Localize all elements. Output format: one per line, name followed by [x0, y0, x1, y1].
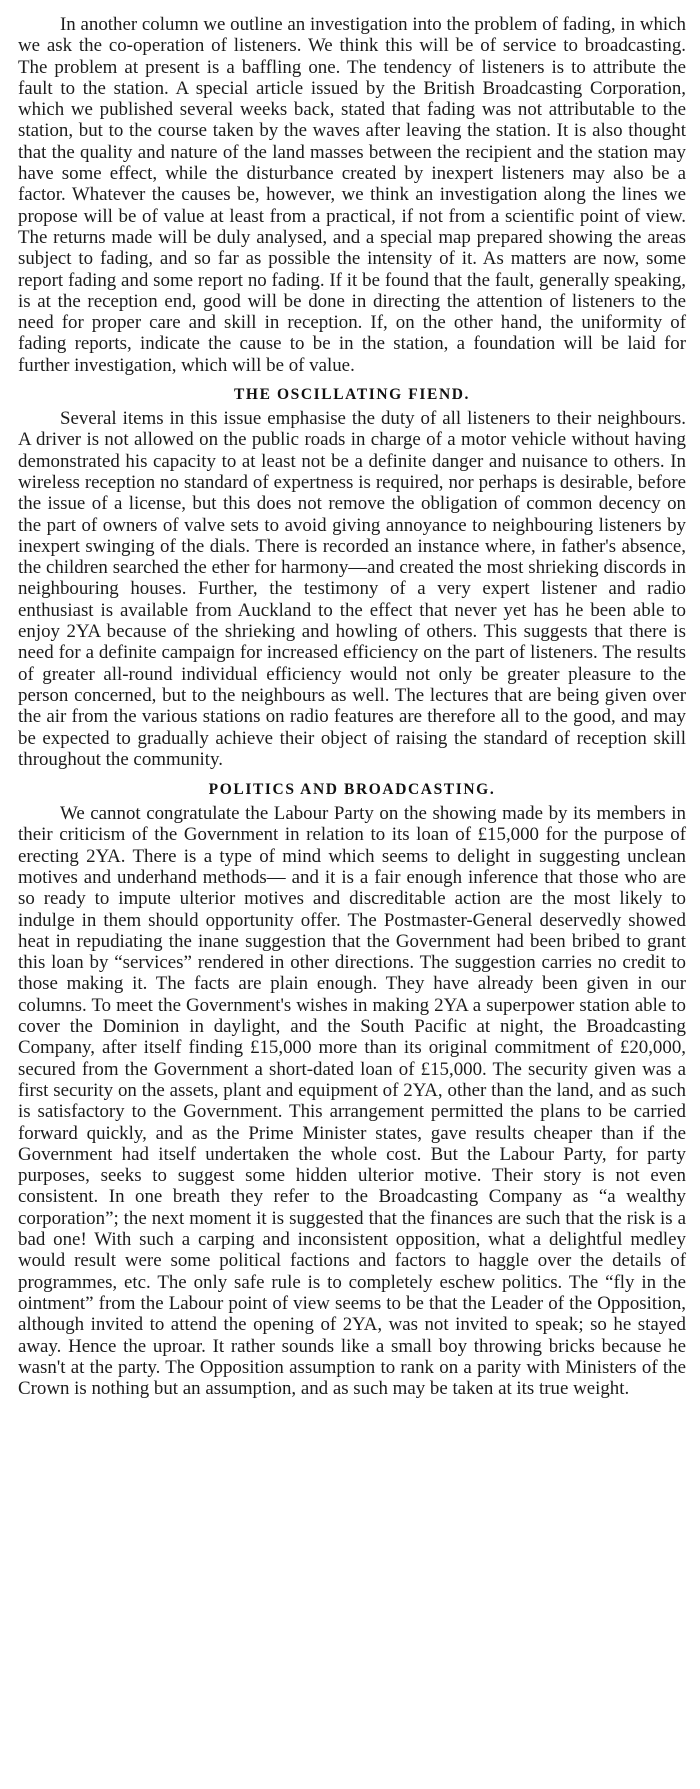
politics-broadcasting-paragraph: We cannot congratulate the Labour Party on the showing made by its members in their criticism of the Government in relation to its loan of £15,000 for the purpose of erecting 2YA. There is a type of mind which seems to delight in suggesting unclean motives and underhand methods— and it is a fair enough inference that those who are so ready to impute ulterior motives and discreditable action are the most likely to indulge in them should opportunity offer. The Postmaster-General deservedly showed heat in repudiating the inane suggestion that the Government had been bribed to grant this loan by “services” rendered in other directions. The suggestion carries no credit to those making it. The facts are plain enough. They have already been given in our columns. To meet the Government's wishes in making 2YA a superpower station able to cover the Dominion in daylight, and the South Pacific at night, the Broadcasting Company, after itself finding £15,000 more than its original commitment of £20,000, secured from the Government a short-dated loan of £15,000. The security given was a first security on the assets, plant and equipment of 2YA, other than the land, and as such is satisfactory to the Government. This arrangement permitted the plans to be carried forward quickly, and as the Prime Minister states, gave results cheaper than if the Government had itself undertaken the whole cost. But the Labour Party, for party purposes, seeks to suggest some hidden ulterior motive. Their story is not even consistent. In one breath they refer to the Broadcasting Company as “a wealthy corporation”; the next moment it is suggested that the finances are such that the risk is a bad one! With such a carping and inconsistent opposition, what a delightful medley would result were some political factions and factors to haggle over the details of programmes, etc. The only safe rule is to completely eschew politics. The “fly in the ointment” from the Labour point of view seems to be that the Leader of the Opposition, although invited to attend the opening of 2YA, was not invited to speak; so he stayed away. Hence the uproar. It rather sounds like a small boy throwing bricks because he wasn't at the party. The Opposition assumption to rank on a parity with Ministers of the Crown is nothing but an assumption, and as such may be taken at its true weight. [18, 803, 686, 1400]
oscillating-fiend-paragraph: Several items in this issue emphasise the duty of all listeners to their neighbours. A driver is not allowed on the public roads in charge of a motor vehicle without having demonstrated his capacity to at least not be a definite danger and nuisance to others. In wireless reception no standard of expertness is required, nor perhaps is desirable, before the issue of a license, but this does not remove the obligation of common decency on the part of owners of valve sets to avoid giving annoyance to neighbouring listeners by inexpert swinging of the dials. There is recorded an instance where, in father's absence, the children searched the ether for harmony—and created the most shrieking discords in neighbouring houses. Further, the testimony of a very expert listener and radio enthusiast is available from Auckland to the effect that never yet has he been able to enjoy 2YA because of the shrieking and howling of others. This suggests that there is need for a definite campaign for increased efficiency on the part of listeners. The results of greater all-round individual efficiency would not only be greater pleasure to the person concerned, but to the neighbours as well. The lectures that are being given over the air from the various stations on radio features are therefore all to the good, and may be expected to gradually achieve their object of raising the standard of reception skill throughout the community. [18, 408, 686, 770]
oscillating-fiend-heading: THE OSCILLATING FIEND. [233, 386, 471, 404]
politics-broadcasting-heading: POLITICS AND BROADCASTING. [208, 781, 496, 799]
fading-paragraph: In another column we outline an investigation into the problem of fading, in which we ask the co-operation of listeners. We think this will be of service to broadcasting. The problem at present is a baffling one. The tendency of listeners is to attribute the fault to the station. A special article issued by the British Broadcasting Corporation, which we published several weeks back, stated that fading was not attributable to the station, but to the course taken by the waves after leaving the station. It is also thought that the quality and nature of the land masses between the recipient and the station may have some effect, while the disturbance created by inexpert listeners may also be a factor. Whatever the causes be, however, we think an investigation along the lines we propose will be of value at least from a practical, if not from a scientific point of view. The returns made will be duly analysed, and a special map prepared showing the areas subject to fading, and so far as possible the intensity of it. As matters are now, some report fading and some report no fading. If it be found that the fault, generally speaking, is at the reception end, good will be done in directing the attention of listeners to the need for proper care and skill in reception. If, on the other hand, the uniformity of fading reports, indicate the cause to be in the station, a foundation will be laid for further investigation, which will be of value. [18, 14, 686, 376]
editorial-page [18, 14, 686, 1399]
